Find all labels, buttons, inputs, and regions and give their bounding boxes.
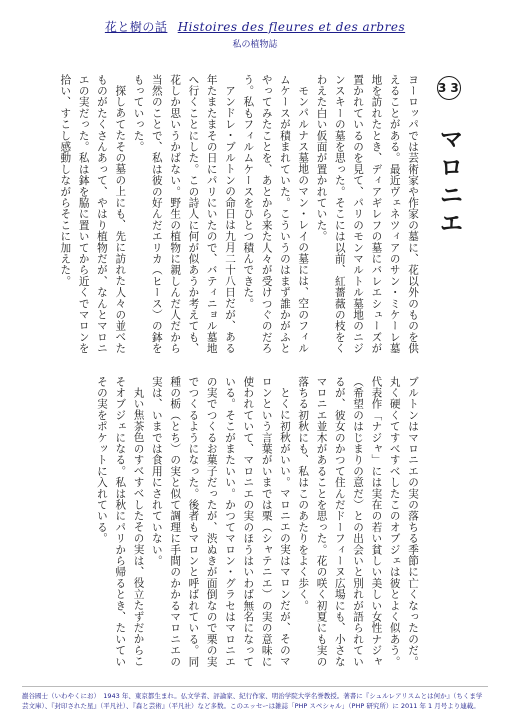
- series-subtitle: 私の植物誌: [232, 40, 278, 50]
- series-title-fr: Histoires des fleures et des arbres: [177, 20, 406, 34]
- series-title: [0, 18, 510, 35]
- upper-text-block: [59, 74, 422, 356]
- paragraph: アンドレ・ブルトンの命日は九月二十八日だが、ある年たまたまその日にパリにいたので、バティニョル墓地へ行くことにした。この詩人に何が似あうか考えても、花しか思いうかばない。野生の植物に親しんだ人だから当然のことで、私は彼の好んだエリカ（ヒース）の鉢をもっていった。: [132, 74, 237, 354]
- paragraph: ヨーロッパでは芸術家や作家の墓に、花以外のものを供えることがある。最近ヴェネツィアのサン・ミケーレ墓地を訪れたとき、ディアギレフの墓にバレエシューズが置かれているのを見て、パリのモンマルトル墓地のニジンスキーの墓を思った。そこには以前、紅薔薇の枝をくわえた白い仮面が置かれていた。: [315, 74, 419, 354]
- chapter-heading: [432, 76, 467, 238]
- series-title-jp: 花と樹の話: [104, 20, 168, 34]
- chapter-number: 33: [437, 76, 461, 100]
- chapter-title: マロニエ: [435, 126, 463, 239]
- paragraph: 探しあてたその墓の上にも、先に訪れた人々の並べたものがたくさんあって、やはり植物だが、なんとマロニエの実だった。私は鉢を脇に置いてから近くでマロンを拾い、すこし感動しながらそこに加えた。: [59, 74, 127, 354]
- paragraph: 丸い焦茶色のすべすべしたその実は、役立たずだからこそオブジェになる。私は秋にパリから帰るとき、たいていその実をポケットに入れている。: [95, 376, 145, 668]
- paragraph: ブルトンはマロニエの実の落ちる季節に亡くなったのだ。丸く硬くてすべすべしたこのオブジェは彼とよく似あう。代表作「ナジャ」には実在の若い貧しい美しい女性ナジャ（希望のはじまりの意だ）との出会いと別れが語られているが、彼女のかつて住んだドーフィーヌ広場にも、小さなマロニエ並木があることを思った。花の咲く初夏にも実の落ちる初秋にも、私はこのあたりをよく歩く。: [297, 376, 419, 668]
- paragraph: とくに初秋がいい。マロニエの実はマロンだが、そのマロンという言葉がいまでは栗（シャテニエ）の実の意味に使われていて、マロニエの実のほうはいわば無名になっている。そこがまたいい。かつてマロン・グラセはマロニエの実でつくるお菓子だったが、渋ぬきが面倒なので栗の実でつくるようになった。後者もマロンと呼ばれている。同種の栃（とち）の実と似て調理に手間のかかるマロニエの実は、いまでは食用にされていない。: [150, 376, 291, 668]
- author-bio: 巖谷國士（いわやくにお） 1943 年、東京都生まれ。仏文学者、評論家、紀行作家、明治学院大学名誉教授。著書に『シュルレアリスムとは何か』（ちくま学芸文庫）、『封印された星』（平凡社）、『森と芸術』（平凡社）など多数。このエッセーは雑誌「PHP スペシャル」（PHP 研究所）に 2011 年 1 月号より連載。: [22, 686, 488, 711]
- lower-text-block: [77, 376, 422, 672]
- paragraph: モンパルナス墓地のマン・レイの墓には、空のフィルムケースが積まれていた。こういうのはまず誰かがふとやってみたことを、あとから来た人々が受けつぐのだろう。私もフィルムケースをひとつ積んできた。: [242, 74, 310, 354]
- page-header: [0, 18, 510, 50]
